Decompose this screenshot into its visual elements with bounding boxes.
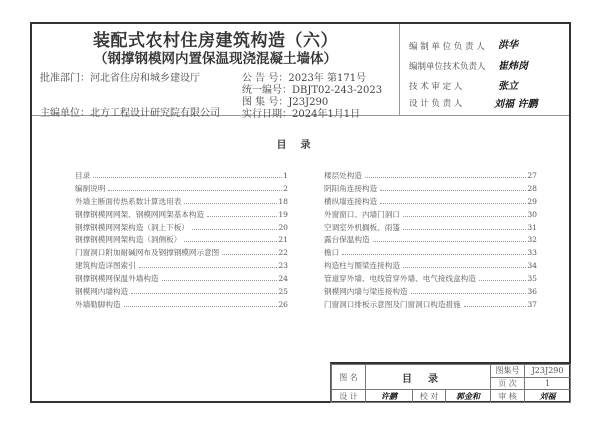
toc-entry-page: 32: [527, 235, 537, 245]
signature: 崔炜岗: [498, 61, 528, 72]
toc-right-column: [324, 170, 537, 312]
toc-entry[interactable]: [75, 196, 288, 209]
toc-entry-page: 31: [527, 222, 537, 232]
leader-dots: [222, 254, 277, 255]
toc-entry[interactable]: [324, 286, 537, 299]
toc-entry-title: 钢撑钢模网网架构造（洞上下板）: [75, 222, 189, 232]
leader-dots: [184, 241, 277, 242]
toc-entry-page: 35: [527, 274, 537, 284]
leader-dots: [479, 280, 526, 281]
document-title: 装配式农村住房建筑构造（六）: [93, 31, 338, 51]
responsible-role: 设 计 负 责 人: [409, 99, 463, 109]
design-label: 设 计: [332, 390, 366, 403]
toc-entry-title: 目录: [75, 171, 91, 180]
toc-entry[interactable]: [75, 222, 288, 235]
leader-dots: [162, 280, 278, 281]
leader-dots: [139, 267, 278, 268]
leader-dots: [108, 190, 282, 191]
leader-dots: [411, 293, 527, 294]
toc-entry[interactable]: [324, 299, 537, 312]
signature: 洪华: [498, 40, 518, 51]
unified-number: 统一编号：DBJT02-243-2023: [242, 85, 383, 96]
toc-entry[interactable]: [324, 209, 537, 222]
toc-entry-page: 26: [278, 299, 288, 309]
responsible-role: 技 术 审 定 人: [409, 82, 463, 92]
toc-entry-page: 27: [527, 171, 537, 180]
toc-entry-title: 楼层处构造: [324, 171, 362, 180]
toc-entry[interactable]: [75, 299, 288, 312]
drawing-name: 目录: [366, 365, 491, 390]
toc-entry-title: 构造柱与圈梁连接构造: [324, 261, 400, 271]
toc-entry[interactable]: [324, 247, 537, 260]
toc-entry-title: 门窗洞口附加耐碱网布及钢撑钢模网示意图: [75, 248, 220, 258]
toc-entry-title: 外墙主断面传热系数计算选用表: [75, 196, 182, 206]
leader-dots: [207, 216, 277, 217]
toc-entry[interactable]: [75, 273, 288, 286]
toc-left-column: [75, 170, 288, 312]
toc-entry-page: 2: [283, 183, 288, 193]
toc-entry[interactable]: [324, 222, 537, 235]
leader-dots: [124, 306, 278, 307]
toc-entry-title: 阴阳角连接构造: [324, 183, 378, 193]
leader-dots: [403, 229, 526, 230]
leader-dots: [373, 241, 527, 242]
effective-date: 实行日期：2024年1月1日: [242, 109, 361, 120]
leader-dots: [380, 203, 526, 204]
toc-entry-page: 25: [278, 287, 288, 297]
toc-heading: 目录: [276, 140, 325, 151]
toc-entry[interactable]: [324, 183, 537, 196]
toc-entry-page: 22: [278, 248, 288, 258]
toc-entry[interactable]: [324, 234, 537, 247]
drawing-frame: [30, 22, 571, 403]
leader-dots: [192, 229, 277, 230]
toc-entry[interactable]: [75, 183, 288, 196]
toc-entry[interactable]: [324, 260, 537, 273]
review-label: 审 核: [491, 390, 525, 403]
toc-entry-page: 1: [283, 171, 288, 180]
toc-entry-page: 19: [278, 209, 288, 219]
toc-entry-title: 钢模网内墙与梁连接构造: [324, 287, 408, 297]
toc-entry-title: 钢模网内墙构造: [75, 287, 129, 297]
toc-entry-title: 编制说明: [75, 183, 106, 193]
responsible-role: 编 制 单 位 负 责 人: [409, 42, 485, 52]
toc-entry[interactable]: [324, 196, 537, 209]
toc-entry-title: 钢撑钢模网保温外墙构造: [75, 274, 159, 284]
toc-entry-title: 横纵墙连接构造: [324, 196, 378, 206]
toc-entry-page: 30: [527, 209, 537, 219]
check-label: 校 对: [413, 390, 446, 403]
document-subtitle: （钢撑钢模网内置保温现浇混凝土墙体）: [94, 51, 337, 67]
toc-entry-title: 门窗洞口排板示意图及门窗洞口构造措施: [324, 299, 461, 309]
design-signature: 许鹏: [366, 390, 413, 403]
toc-entry[interactable]: [75, 247, 288, 260]
toc-entry-page: 18: [278, 196, 288, 206]
leader-dots: [184, 203, 277, 204]
atlas-number-label: 图集号: [491, 365, 525, 378]
toc-entry-page: 21: [278, 235, 288, 245]
drawing-name-label: 图 名: [332, 365, 366, 390]
review-signature: 刘福: [525, 390, 571, 403]
signature: 张立: [498, 81, 518, 92]
toc-entry-page: 34: [527, 261, 537, 271]
atlas-number: 图 集 号：J23J290: [242, 97, 329, 108]
toc-entry[interactable]: [75, 209, 288, 222]
toc-entry-title: 管道穿外墙、电线管穿外墙、电气接线盒构造: [324, 274, 476, 284]
toc-entry-title: 外墙勒脚构造: [75, 299, 121, 309]
toc-entry-title: 檐口: [324, 248, 340, 258]
toc-entry-page: 36: [527, 287, 537, 297]
toc-entry[interactable]: [75, 170, 288, 183]
leader-dots: [380, 190, 526, 191]
responsible-role: 编制单位技术负责人: [409, 62, 486, 72]
title-block: [330, 362, 570, 403]
page-label: 页 次: [491, 377, 525, 390]
toc-entry-page: 24: [278, 274, 288, 284]
page-number: 1: [525, 377, 571, 390]
chief-editor-unit: 主编单位：北方工程设计研究院有限公司: [40, 108, 220, 119]
leader-dots: [403, 216, 526, 217]
toc-entry[interactable]: [75, 234, 288, 247]
toc-entry-page: 23: [278, 261, 288, 271]
toc-entry-title: 钢撑钢模网网架、钢模网网架基本构造: [75, 209, 205, 219]
atlas-number-value: J23J290: [525, 365, 571, 378]
leader-dots: [365, 177, 526, 178]
toc-entry-page: 28: [527, 183, 537, 193]
leader-dots: [403, 267, 526, 268]
toc-entry-page: 29: [527, 196, 537, 206]
header-vertical-divider: [399, 24, 400, 115]
toc-entry[interactable]: [75, 260, 288, 273]
toc-entry-title: 空调室外机搁板、雨篷: [324, 222, 400, 232]
toc-entry-page: 20: [278, 222, 288, 232]
toc-entry-page: 37: [527, 299, 537, 309]
toc-entry-title: 建筑构造详图索引: [75, 261, 136, 271]
check-signature: 郭金和: [446, 390, 491, 403]
toc-entry[interactable]: [324, 273, 537, 286]
leader-dots: [131, 293, 277, 294]
toc-entry[interactable]: [75, 286, 288, 299]
toc-entry-title: 外窗窗口、内墙门洞口: [324, 209, 400, 219]
announcement-number: 公 告 号：2023年 第171号: [242, 73, 367, 84]
toc-entry-title: 钢撑钢模网网架构造（洞侧板）: [75, 235, 182, 245]
leader-dots: [464, 306, 527, 307]
signature: 刘福 许鹏: [494, 99, 538, 110]
toc-entry-page: 33: [527, 248, 537, 258]
leader-dots: [93, 177, 282, 178]
approval-department: 批准部门：河北省住房和城乡建设厅: [40, 73, 200, 84]
toc-entry-title: 露台保温构造: [324, 235, 370, 245]
leader-dots: [342, 254, 526, 255]
toc-entry[interactable]: [324, 170, 537, 183]
